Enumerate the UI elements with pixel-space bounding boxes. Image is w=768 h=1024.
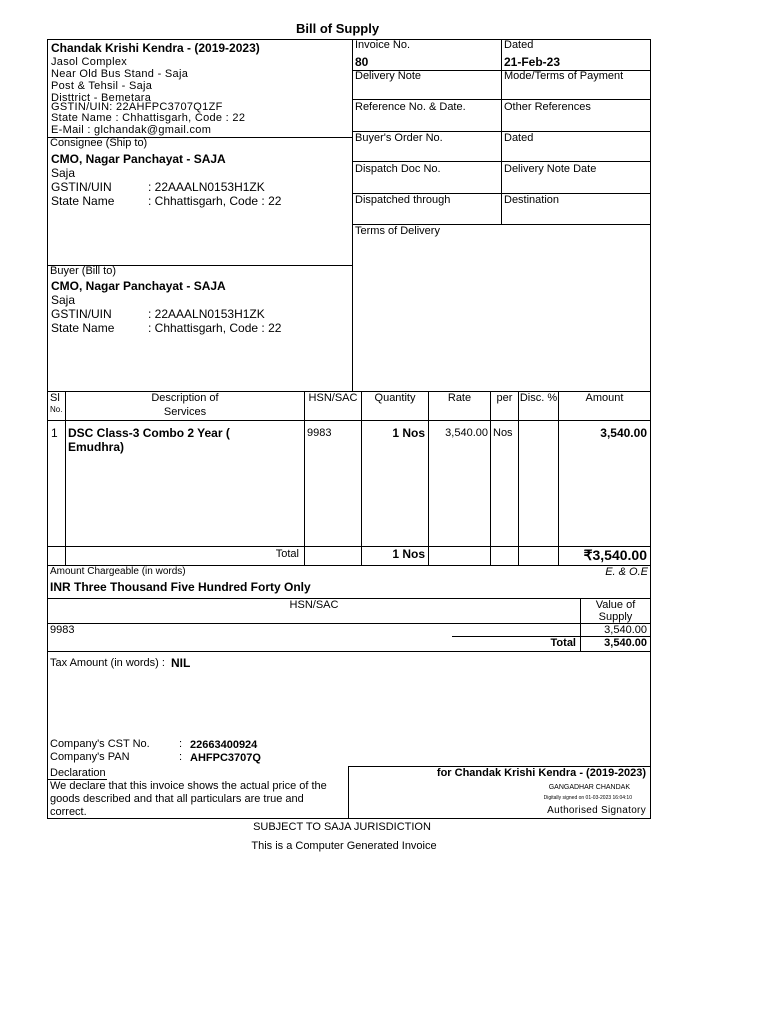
summary-total-label: Total	[550, 637, 576, 649]
pan-value: AHFPC3707Q	[190, 752, 261, 764]
consignee-state-label: State Name	[51, 194, 115, 208]
digital-signature-note: Digitally signed on 01-03-2023 16:04:10	[543, 795, 632, 801]
jurisdiction-note: SUBJECT TO SAJA JURISDICTION	[253, 821, 431, 833]
declaration-heading: Declaration	[50, 767, 106, 779]
col-sl: Sl	[50, 392, 60, 404]
col-hsn: HSN/SAC	[308, 392, 358, 404]
col-rate: Rate	[447, 392, 472, 404]
seller-line: Near Old Bus Stand - Saja	[51, 68, 189, 80]
eoe-label: E. & O.E	[605, 566, 648, 578]
buyers-order-label: Buyer's Order No.	[355, 132, 443, 144]
total-quantity: 1 Nos	[392, 547, 425, 561]
consignee-heading: Consignee (Ship to)	[50, 137, 148, 149]
cst-colon: :	[179, 738, 183, 750]
row-rate: 3,540.00	[445, 427, 488, 439]
summary-total-value: 3,540.00	[604, 637, 647, 649]
seller-email: E-Mail : glchandak@gmail.com	[51, 124, 212, 136]
row-description: DSC Class-3 Combo 2 Year (	[68, 426, 230, 440]
invoice-no-label: Invoice No.	[355, 39, 411, 51]
delivery-note-date-label: Delivery Note Date	[504, 163, 597, 175]
col-per: per	[496, 392, 513, 404]
pan-label: Company's PAN	[50, 751, 130, 763]
words-label: Amount Chargeable (in words)	[50, 566, 186, 577]
summary-row-value: 3,540.00	[604, 624, 647, 636]
buyer-city: Saja	[51, 293, 76, 307]
dated-label: Dated	[504, 39, 534, 51]
seller-state: State Name : Chhattisgarh, Code : 22	[51, 112, 246, 124]
computer-generated-note: This is a Computer Generated Invoice	[251, 840, 437, 852]
declaration-line: We declare that this invoice shows the actual price of the	[50, 780, 327, 792]
consignee-name: CMO, Nagar Panchayat - SAJA	[51, 152, 226, 166]
consignee-gstin-label: GSTIN/UIN	[51, 180, 112, 194]
destination-label: Destination	[504, 194, 560, 206]
seller-line: Disttrict - Bemetara	[51, 92, 152, 104]
tax-label: Tax Amount (in words) :	[50, 657, 165, 669]
terms-of-delivery-label: Terms of Delivery	[355, 225, 440, 237]
buyer-state-value: : Chhattisgarh, Code : 22	[148, 321, 282, 335]
buyer-state-label: State Name	[51, 321, 115, 335]
mode-terms-label: Mode/Terms of Payment	[504, 70, 624, 82]
row-hsn: 9983	[307, 427, 332, 439]
buyer-heading: Buyer (Bill to)	[50, 265, 117, 277]
document-title: Bill of Supply	[296, 21, 380, 36]
total-amount: ₹3,540.00	[583, 547, 647, 563]
pan-colon: :	[179, 751, 183, 763]
col-description: Description of	[151, 392, 219, 404]
reference-label: Reference No. & Date.	[355, 101, 466, 113]
seller-line: Post & Tehsil - Saja	[51, 80, 153, 92]
seller-line: Jasol Complex	[51, 56, 128, 68]
declaration-line: correct.	[50, 806, 87, 818]
summary-col-value: Value of	[595, 599, 636, 611]
col-quantity: Quantity	[374, 392, 416, 404]
col-amount: Amount	[585, 392, 624, 404]
col-sl-no: No.	[50, 405, 63, 414]
total-label: Total	[275, 548, 299, 560]
dated-value: 21-Feb-23	[504, 55, 561, 69]
summary-row-hsn: 9983	[50, 624, 75, 636]
other-references-label: Other References	[504, 101, 591, 113]
tax-value: NIL	[171, 656, 191, 670]
dispatch-doc-label: Dispatch Doc No.	[355, 163, 441, 175]
col-description-services: Services	[163, 406, 207, 418]
buyer-gstin-label: GSTIN/UIN	[51, 307, 112, 321]
row-description-cont: Emudhra)	[68, 440, 125, 454]
buyer-gstin-value: : 22AAALN0153H1ZK	[148, 307, 265, 321]
seller-name: Chandak Krishi Kendra - (2019-2023)	[51, 41, 260, 55]
words-value: INR Three Thousand Five Hundred Forty Only	[50, 580, 311, 594]
dispatched-through-label: Dispatched through	[355, 194, 451, 206]
consignee-state-value: : Chhattisgarh, Code : 22	[148, 194, 282, 208]
summary-col-supply: Supply	[598, 611, 633, 623]
row-amount: 3,540.00	[600, 426, 647, 440]
delivery-note-label: Delivery Note	[355, 70, 422, 82]
consignee-gstin-value: : 22AAALN0153H1ZK	[148, 180, 265, 194]
signature-for-line: for Chandak Krishi Kendra - (2019-2023)	[436, 767, 646, 779]
row-sl: 1	[51, 426, 58, 440]
authorised-signatory: Authorised Signatory	[547, 805, 646, 816]
signer-name: GANGADHAR CHANDAK	[548, 784, 630, 791]
consignee-city: Saja	[51, 166, 76, 180]
cst-label: Company's CST No.	[50, 738, 150, 750]
order-dated-label: Dated	[504, 132, 534, 144]
row-per: Nos	[493, 427, 513, 439]
col-disc: Disc. %	[519, 392, 558, 404]
invoice-no-value: 80	[355, 55, 369, 69]
seller-gstin: GSTIN/UIN: 22AHFPC3707Q1ZF	[51, 101, 223, 113]
row-quantity: 1 Nos	[392, 426, 425, 440]
cst-value: 22663400924	[190, 739, 258, 751]
declaration-line: goods described and that all particulars are true and	[50, 793, 304, 805]
summary-col-hsn: HSN/SAC	[289, 599, 339, 611]
buyer-name: CMO, Nagar Panchayat - SAJA	[51, 279, 226, 293]
